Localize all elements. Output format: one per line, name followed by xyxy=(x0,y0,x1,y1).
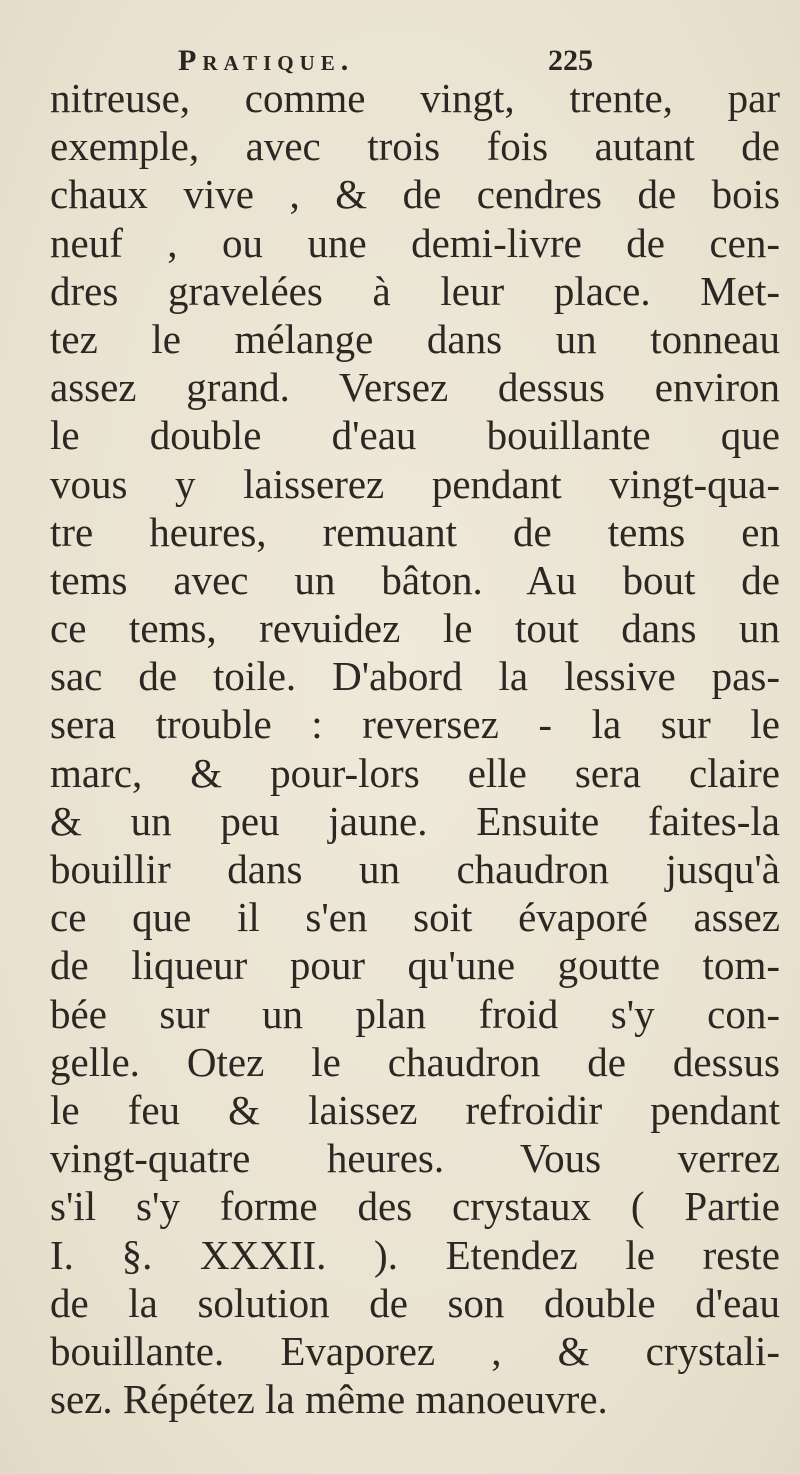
text-line: nitreuse, comme vingt, trente, par xyxy=(50,75,780,121)
body-text xyxy=(50,74,780,1423)
text-line: le double d'eau bouillante que xyxy=(50,412,780,459)
text-line: vingt-quatre heures. Vous verrez xyxy=(50,1135,780,1182)
text-line: vous y laisserez pendant vingt-qua- xyxy=(50,460,780,507)
text-line: sac de toile. D'abord la lessive pas- xyxy=(50,653,780,700)
running-head: Pratique. xyxy=(178,44,355,77)
text-line: tre heures, remuant de tems en xyxy=(50,508,780,555)
text-line: assez grand. Versez dessus environ xyxy=(50,364,780,411)
text-line: exemple, avec trois fois autant de xyxy=(50,123,780,170)
text-line: bouillir dans un chaudron jusqu'à xyxy=(50,846,780,892)
text-line: ce que il s'en soit évaporé assez xyxy=(50,894,780,941)
text-line: bouillante. Evaporez , & crystali- xyxy=(50,1327,780,1374)
text-line: ce tems, revuidez le tout dans un xyxy=(50,605,780,652)
text-line: gelle. Otez le chaudron de dessus xyxy=(50,1038,780,1085)
text-line: & un peu jaune. Ensuite faites-la xyxy=(50,797,780,844)
text-line: tez le mélange dans un tonneau xyxy=(50,315,780,362)
text-line: I. §. XXXII. ). Etendez le reste xyxy=(50,1231,780,1278)
text-line: sez. Répétez la même manoeuvre. xyxy=(50,1376,608,1423)
text-line: sera trouble : reversez - la sur le xyxy=(50,701,780,748)
text-line: de liqueur pour qu'une goutte tom- xyxy=(50,942,780,989)
text-line: s'il s'y forme des crystaux ( Partie xyxy=(50,1183,780,1230)
text-line: bée sur un plan froid s'y con- xyxy=(50,990,780,1037)
text-line: tems avec un bâton. Au bout de xyxy=(50,556,780,603)
text-line: marc, & pour-lors elle sera claire xyxy=(50,749,780,796)
page-number: 225 xyxy=(548,44,593,77)
text-line: chaux vive , & de cendres de bois xyxy=(50,171,780,218)
text-line: de la solution de son double d'eau xyxy=(50,1279,780,1326)
text-line: le feu & laissez refroidir pendant xyxy=(50,1086,780,1133)
text-line: neuf , ou une demi-livre de cen- xyxy=(50,219,780,266)
text-line: dres gravelées à leur place. Met- xyxy=(50,267,780,314)
